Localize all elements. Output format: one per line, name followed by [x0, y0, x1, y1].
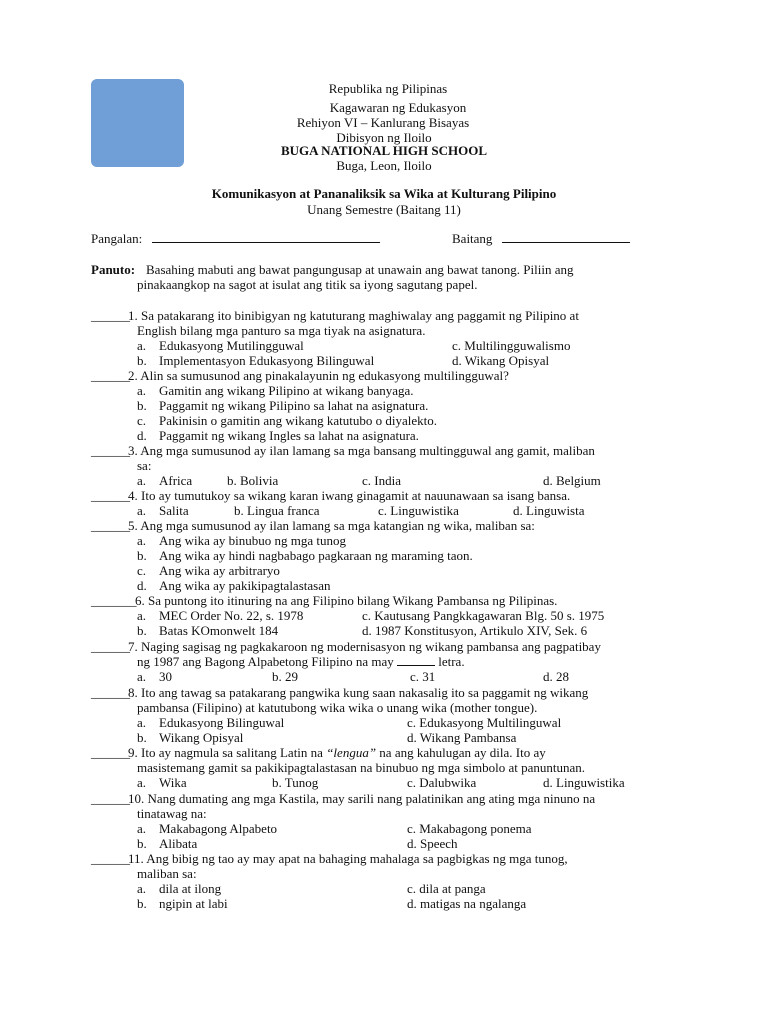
choice-5b: Ang wika ay hindi nagbabago pagkaraan ng maraming taon.	[159, 548, 473, 563]
choice-11c: c. dila at panga	[407, 881, 486, 896]
answer-blank-11[interactable]: ______	[91, 851, 130, 866]
choice-3d: d. Belgium	[543, 473, 601, 488]
choice-2d: Paggamit ng wikang Ingles sa lahat na asignatura.	[159, 428, 419, 443]
question-6-text: 6. Sa puntong ito itinuring na ang Filipino bilang Wikang Pambansa ng Pilipinas.	[135, 593, 558, 608]
choice-8d: d. Wikang Pambansa	[407, 730, 517, 745]
choice-1c: c. Multilingguwalismo	[452, 338, 571, 353]
answer-blank-7[interactable]: ______	[91, 639, 130, 654]
choice-letter: c.	[137, 413, 147, 428]
choice-letter: a.	[137, 608, 147, 623]
answer-blank-1[interactable]: ______	[91, 308, 130, 323]
answer-blank-3[interactable]: ______	[91, 443, 130, 458]
choice-letter: a.	[137, 473, 147, 488]
choice-7a: 30	[159, 669, 172, 684]
choice-letter: a.	[137, 503, 147, 518]
latin-word: “lengua”	[326, 745, 377, 760]
choice-6a: MEC Order No. 22, s. 1978	[159, 608, 304, 623]
choice-letter: a.	[137, 338, 147, 353]
answer-blank-2[interactable]: ______	[91, 368, 130, 383]
choice-letter: b.	[137, 623, 147, 638]
choice-letter: a.	[137, 383, 147, 398]
school-name: BUGA NATIONAL HIGH SCHOOL	[281, 143, 487, 158]
question-9-text-part1: 9. Ito ay nagmula sa salitang Latin na	[128, 745, 323, 760]
inline-blank	[397, 654, 435, 666]
question-4-text: 4. Ito ay tumutukoy sa wikang karan iwang ginagamit at nauunawaan sa isang bansa.	[128, 488, 571, 503]
choice-7c: c. 31	[410, 669, 436, 684]
header-division: Dibisyon ng Iloilo	[336, 130, 432, 145]
choice-10b: Alibata	[159, 836, 198, 851]
question-1-text: 1. Sa patakarang ito binibigyan ng katuturang maghiwalay ang paggamit ng Pilipino at	[128, 308, 579, 323]
choice-10c: c. Makabagong ponema	[407, 821, 532, 836]
answer-blank-10[interactable]: ______	[91, 791, 130, 806]
grade-label: Baitang	[452, 231, 493, 246]
choice-10d: d. Speech	[407, 836, 458, 851]
choice-2b: Paggamit ng wikang Pilipino sa lahat na asignatura.	[159, 398, 429, 413]
choice-letter: b.	[137, 548, 147, 563]
choice-2a: Gamitin ang wikang Pilipino at wikang banyaga.	[159, 383, 414, 398]
choice-4d: d. Linguwista	[513, 503, 585, 518]
choice-4a: Salita	[159, 503, 189, 518]
choice-10a: Makabagong Alpabeto	[159, 821, 278, 836]
choice-5a: Ang wika ay binubuo ng mga tunog	[159, 533, 347, 548]
choice-6d: d. 1987 Konstitusyon, Artikulo XIV, Sek. 6	[362, 623, 588, 638]
choice-2c: Pakinisin o gamitin ang wikang katutubo o diyalekto.	[159, 413, 438, 428]
question-8-text-cont: pambansa (Filipino) at katutubong wika wika o unang wika (mother tongue).	[137, 700, 538, 715]
choice-3c: c. India	[362, 473, 401, 488]
choice-5d: Ang wika ay pakikipagtalastasan	[159, 578, 331, 593]
choice-1b: Implementasyon Edukasyong Bilinguwal	[159, 353, 375, 368]
question-10-text-cont: tinatawag na:	[137, 806, 207, 821]
choice-letter: d.	[137, 428, 147, 443]
choice-7d: d. 28	[543, 669, 569, 684]
choice-6c: c. Kautusang Pangkkagawaran Blg. 50 s. 1975	[362, 608, 605, 623]
choice-6b: Batas KOmonwelt 184	[159, 623, 279, 638]
answer-blank-9[interactable]: ______	[91, 745, 130, 760]
answer-blank-6[interactable]: _______	[91, 593, 137, 608]
choice-8b: Wikang Opisyal	[159, 730, 244, 745]
choice-letter: a.	[137, 715, 147, 730]
question-3-text-cont: sa:	[137, 458, 152, 473]
question-11-text: 11. Ang bibig ng tao ay may apat na bahaging mahalaga sa pagbigkas ng mga tunog,	[128, 851, 568, 866]
choice-letter: b.	[137, 836, 147, 851]
choice-letter: b.	[137, 896, 147, 911]
choice-letter: a.	[137, 821, 147, 836]
choice-letter: a.	[137, 669, 147, 684]
choice-11d: d. matigas na ngalanga	[407, 896, 527, 911]
choice-letter: a.	[137, 533, 147, 548]
answer-blank-8[interactable]: ______	[91, 685, 130, 700]
choice-1a: Edukasyong Mutilingguwal	[159, 338, 304, 353]
choice-9b: b. Tunog	[272, 775, 319, 790]
header-region: Rehiyon VI – Kanlurang Bisayas	[296, 115, 470, 130]
directions-line1: Basahing mabuti ang bawat pangungusap at unawain ang bawat tanong. Piliin ang	[146, 262, 574, 277]
question-7-text-part2: letra.	[438, 654, 465, 669]
choice-5c: Ang wika ay arbitraryo	[159, 563, 280, 578]
choice-3a: Africa	[159, 473, 193, 488]
choice-11b: ngipin at labi	[159, 896, 228, 911]
choice-letter: c.	[137, 563, 147, 578]
question-7-text: 7. Naging sagisag ng pagkakaroon ng modernisasyon ng wikang pambansa ang pagpatibay	[128, 639, 601, 654]
semester: Unang Semestre (Baitang 11)	[307, 202, 461, 217]
question-9-text-part2: na ang kahulugan ay dila. Ito ay	[379, 745, 546, 760]
choice-letter: b.	[137, 730, 147, 745]
choice-letter: b.	[137, 353, 147, 368]
directions-line2: pinakaangkop na sagot at isulat ang titik sa iyong sagutang papel.	[137, 277, 478, 292]
choice-9c: c. Dalubwika	[407, 775, 477, 790]
choice-11a: dila at ilong	[159, 881, 222, 896]
question-1-text-cont: English bilang mga panturo sa mga tiyak na asignatura.	[137, 323, 426, 338]
name-label: Pangalan:	[91, 231, 143, 246]
question-3-text: 3. Ang mga sumusunod ay ilan lamang sa mga bansang multingguwal ang gamit, maliban	[128, 443, 595, 458]
choice-7b: b. 29	[272, 669, 298, 684]
grade-field[interactable]	[502, 231, 630, 246]
choice-letter: a.	[137, 881, 147, 896]
choice-8c: c. Edukasyong Multilinguwal	[407, 715, 562, 730]
choice-1d: d. Wikang Opisyal	[452, 353, 550, 368]
choice-letter: d.	[137, 578, 147, 593]
choice-4b: b. Lingua franca	[234, 503, 320, 518]
question-9-text	[128, 745, 546, 760]
choice-letter: a.	[137, 775, 147, 790]
answer-blank-5[interactable]: ______	[91, 518, 130, 533]
answer-blank-4[interactable]: ______	[91, 488, 130, 503]
choice-3b: b. Bolivia	[227, 473, 279, 488]
header-department: Kagawaran ng Edukasyon	[329, 100, 467, 115]
question-11-text-cont: maliban sa:	[137, 866, 197, 881]
question-5-text: 5. Ang mga sumusunod ay ilan lamang sa mga katangian ng wika, maliban sa:	[128, 518, 535, 533]
choice-4c: c. Linguwistika	[378, 503, 459, 518]
question-10-text: 10. Nang dumating ang mga Kastila, may sarili nang palatinikan ang ating mga ninuno na	[128, 791, 596, 806]
name-field[interactable]	[152, 231, 380, 246]
header-country: Republika ng Pilipinas	[328, 81, 448, 96]
choice-8a: Edukasyong Bilinguwal	[159, 715, 285, 730]
directions-label: Panuto:	[91, 262, 136, 277]
question-9-text-cont: masistemang gamit sa pakikipagtalastasan na binubuo ng mga simbolo at panuntunan.	[137, 760, 586, 775]
choice-letter: b.	[137, 398, 147, 413]
question-2-text: 2. Alin sa sumusunod ang pinakalayunin ng edukasyong multilingguwal?	[128, 368, 509, 383]
choice-9a: Wika	[159, 775, 187, 790]
question-7-text-cont	[137, 654, 465, 669]
choice-9d: d. Linguwistika	[543, 775, 625, 790]
subject-title: Komunikasyon at Pananaliksik sa Wika at Kulturang Pilipino	[211, 186, 557, 201]
question-8-text: 8. Ito ang tawag sa patakarang pangwika kung saan nakasalig ito sa paggamit ng wikang	[128, 685, 589, 700]
school-address: Buga, Leon, Iloilo	[336, 158, 432, 173]
question-7-text-part1: ng 1987 ang Bagong Alpabetong Filipino na may	[137, 654, 394, 669]
